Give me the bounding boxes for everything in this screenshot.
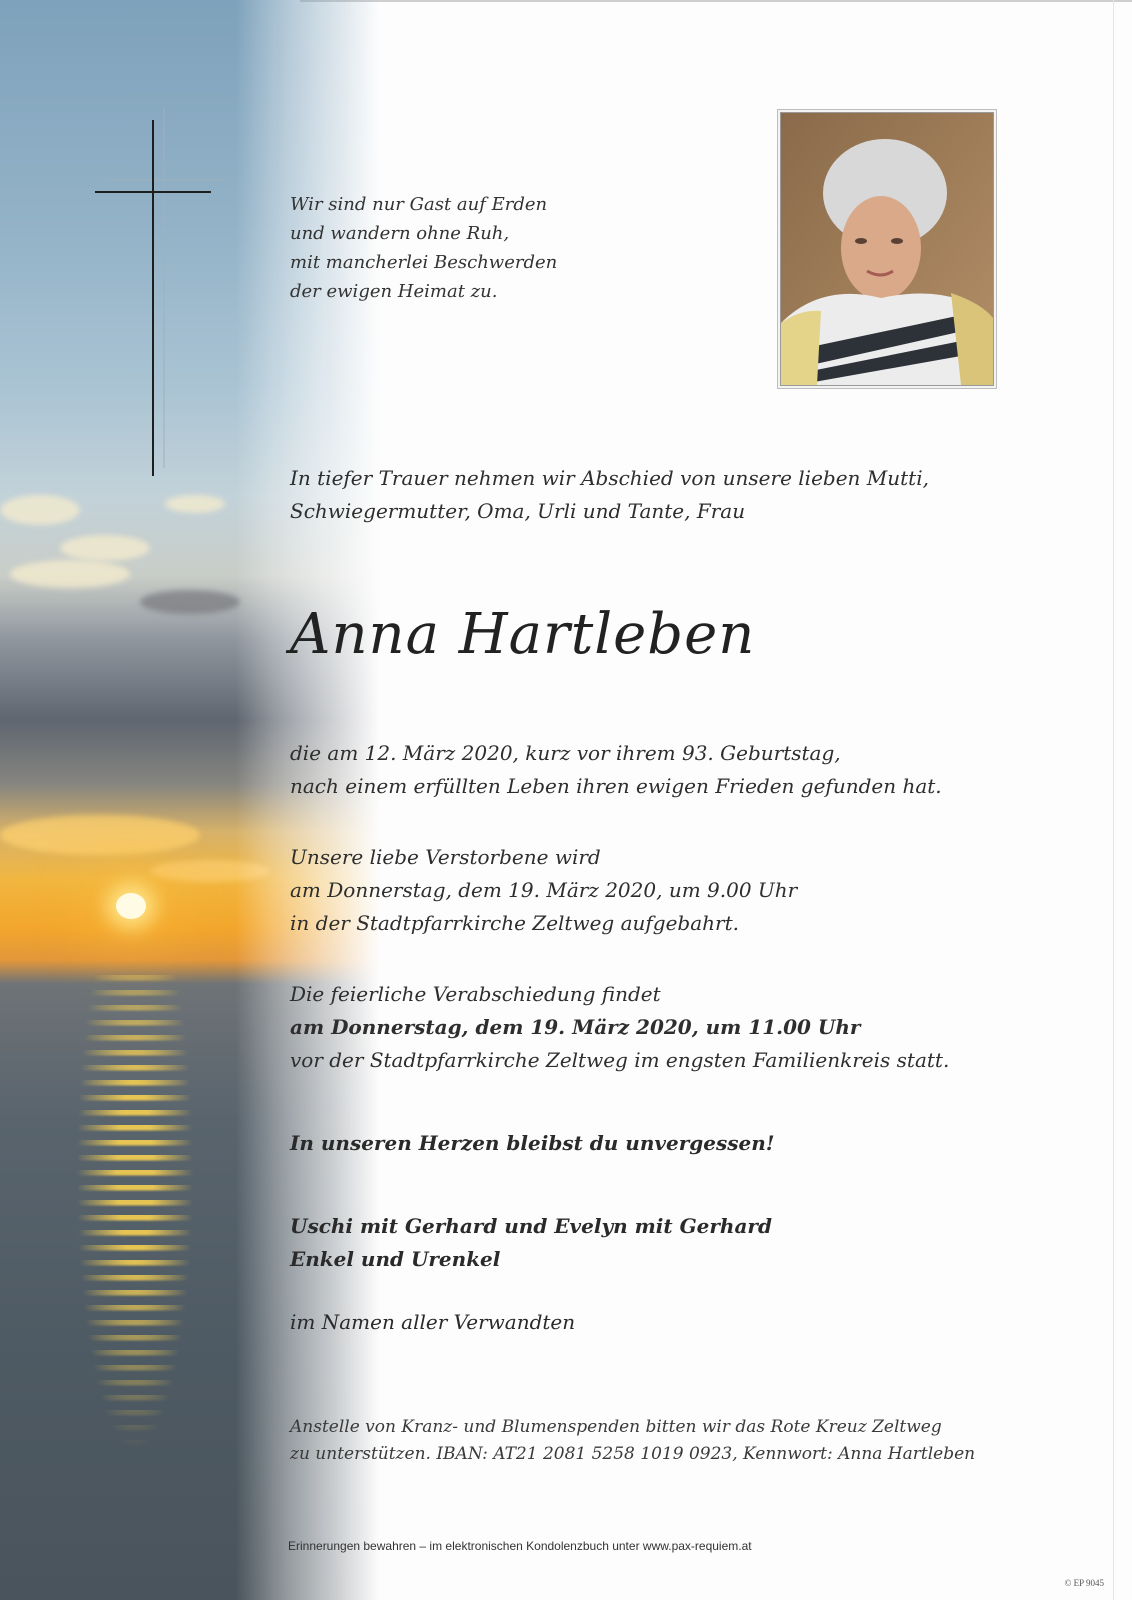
farewell-ceremony	[290, 978, 949, 1077]
remembrance-line: In unseren Herzen bleibst du unvergessen!	[290, 1131, 775, 1155]
donation-line: zu unterstützen. IBAN: AT21 2081 5258 1019 0923, Kennwort: Anna Hartleben	[290, 1444, 976, 1464]
death-notice-line: nach einem erfüllten Leben ihren ewigen Frieden gefunden hat.	[290, 774, 942, 798]
cloud	[150, 860, 270, 882]
cloud	[60, 535, 150, 561]
intro-line: In tiefer Trauer nehmen wir Abschied von unsere lieben Mutti,	[290, 466, 929, 490]
sun-reflection	[70, 975, 200, 1535]
lying-in-state-line: in der Stadtpfarrkirche Zeltweg aufgebahrt.	[290, 911, 739, 935]
farewell-line: Die feierliche Verabschiedung findet	[290, 982, 661, 1006]
death-notice	[290, 737, 942, 803]
cross-icon	[95, 108, 223, 478]
deceased-name: Anna Hartleben	[290, 602, 756, 667]
condolence-footer: Erinnerungen bewahren – im elektronischen Kondolenzbuch unter www.pax-requiem.at	[288, 1539, 752, 1553]
farewell-line: vor der Stadtpfarrkirche Zeltweg im engsten Familienkreis statt.	[290, 1048, 950, 1072]
donation-note	[290, 1414, 975, 1468]
cloud	[140, 590, 240, 614]
poem-line: und wandern ohne Ruh,	[290, 223, 510, 244]
lying-in-state-line: am Donnerstag, dem 19. März 2020, um 9.00 Uhr	[290, 878, 798, 902]
donation-line: Anstelle von Kranz- und Blumenspenden bitten wir das Rote Kreuz Zeltweg	[290, 1417, 942, 1437]
intro-text	[290, 462, 929, 528]
family-line: Enkel und Urenkel	[290, 1247, 501, 1271]
cloud	[10, 560, 130, 588]
family-signature	[290, 1210, 772, 1276]
family-line: Uschi mit Gerhard und Evelyn mit Gerhard	[290, 1214, 772, 1238]
cloud	[0, 495, 80, 525]
copyright-mark: © EP 9045	[1064, 1578, 1104, 1588]
lying-in-state-line: Unsere liebe Verstorbene wird	[290, 845, 601, 869]
cloud	[165, 495, 225, 513]
sun	[116, 893, 146, 919]
death-notice-line: die am 12. März 2020, kurz vor ihrem 93. Geburtstag,	[290, 741, 841, 765]
page-top-edge	[300, 0, 1132, 2]
farewell-date: am Donnerstag, dem 19. März 2020, um 11.00 Uhr	[290, 1015, 861, 1039]
cloud	[0, 815, 200, 855]
poem-line: mit mancherlei Beschwerden	[290, 252, 558, 273]
on-behalf-line: im Namen aller Verwandten	[290, 1310, 576, 1334]
poem-line: Wir sind nur Gast auf Erden	[290, 194, 548, 215]
portrait-photo	[780, 112, 994, 386]
page-right-edge	[1113, 0, 1114, 1600]
intro-line: Schwiegermutter, Oma, Urli und Tante, Frau	[290, 499, 746, 523]
poem-line: der ewigen Heimat zu.	[290, 281, 498, 302]
poem	[290, 190, 557, 306]
lying-in-state	[290, 841, 797, 940]
